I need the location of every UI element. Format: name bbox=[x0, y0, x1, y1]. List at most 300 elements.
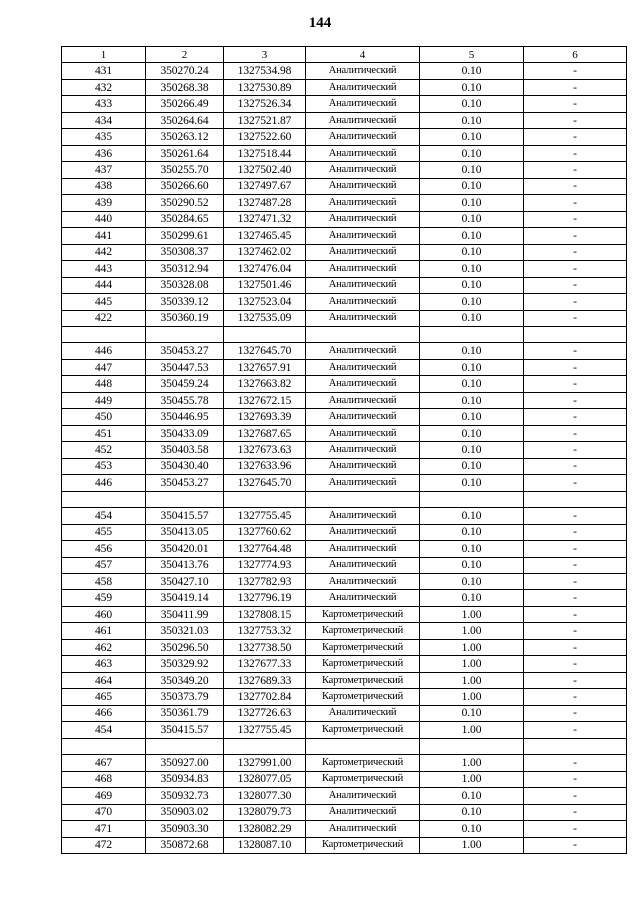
x-coordinate-cell: 350415.57 bbox=[146, 508, 224, 524]
x-coordinate-cell: 350339.12 bbox=[146, 294, 224, 310]
x-coordinate-cell: 350413.05 bbox=[146, 524, 224, 540]
note-cell: - bbox=[524, 359, 627, 375]
note-cell: - bbox=[524, 96, 627, 112]
method-cell: Аналитический bbox=[306, 112, 420, 128]
table-row bbox=[62, 392, 627, 408]
method-cell: Картометрический bbox=[306, 639, 420, 655]
table-separator-row bbox=[62, 326, 627, 342]
accuracy-cell: 0.10 bbox=[420, 508, 524, 524]
table-row bbox=[62, 590, 627, 606]
table-row bbox=[62, 574, 627, 590]
method-cell: Аналитический bbox=[306, 228, 420, 244]
table-row bbox=[62, 837, 627, 853]
accuracy-cell: 0.10 bbox=[420, 788, 524, 804]
accuracy-cell bbox=[420, 491, 524, 507]
table-row bbox=[62, 343, 627, 359]
point-number-cell: 455 bbox=[62, 524, 146, 540]
table-row bbox=[62, 359, 627, 375]
point-number-cell bbox=[62, 326, 146, 342]
method-cell: Аналитический bbox=[306, 162, 420, 178]
note-cell: - bbox=[524, 261, 627, 277]
note-cell: - bbox=[524, 458, 627, 474]
table-row bbox=[62, 606, 627, 622]
accuracy-cell: 0.10 bbox=[420, 821, 524, 837]
table-row bbox=[62, 310, 627, 326]
point-number-cell: 452 bbox=[62, 442, 146, 458]
y-coordinate-cell: 1327462.02 bbox=[224, 244, 306, 260]
accuracy-cell: 0.10 bbox=[420, 804, 524, 820]
point-number-cell: 458 bbox=[62, 574, 146, 590]
method-cell: Аналитический bbox=[306, 475, 420, 491]
table-row bbox=[62, 79, 627, 95]
note-cell: - bbox=[524, 211, 627, 227]
point-number-cell: 461 bbox=[62, 623, 146, 639]
point-number-cell: 447 bbox=[62, 359, 146, 375]
point-number-cell: 442 bbox=[62, 244, 146, 260]
x-coordinate-cell: 350255.70 bbox=[146, 162, 224, 178]
table-row bbox=[62, 623, 627, 639]
accuracy-cell: 0.10 bbox=[420, 244, 524, 260]
note-cell: - bbox=[524, 689, 627, 705]
table-row bbox=[62, 96, 627, 112]
table-row bbox=[62, 195, 627, 211]
accuracy-cell: 1.00 bbox=[420, 755, 524, 771]
accuracy-cell: 0.10 bbox=[420, 310, 524, 326]
note-cell: - bbox=[524, 162, 627, 178]
point-number-cell: 465 bbox=[62, 689, 146, 705]
method-cell bbox=[306, 491, 420, 507]
table-row bbox=[62, 211, 627, 227]
point-number-cell: 457 bbox=[62, 557, 146, 573]
y-coordinate-cell: 1327673.63 bbox=[224, 442, 306, 458]
x-coordinate-cell: 350427.10 bbox=[146, 574, 224, 590]
accuracy-cell: 0.10 bbox=[420, 475, 524, 491]
y-coordinate-cell: 1327774.93 bbox=[224, 557, 306, 573]
x-coordinate-cell: 350321.03 bbox=[146, 623, 224, 639]
accuracy-cell: 0.10 bbox=[420, 178, 524, 194]
x-coordinate-cell: 350419.14 bbox=[146, 590, 224, 606]
table-row bbox=[62, 821, 627, 837]
column-header-6: 6 bbox=[524, 47, 627, 63]
accuracy-cell: 0.10 bbox=[420, 145, 524, 161]
accuracy-cell: 1.00 bbox=[420, 623, 524, 639]
y-coordinate-cell: 1327471.32 bbox=[224, 211, 306, 227]
x-coordinate-cell: 350360.19 bbox=[146, 310, 224, 326]
note-cell: - bbox=[524, 837, 627, 853]
y-coordinate-cell: 1328082.29 bbox=[224, 821, 306, 837]
accuracy-cell: 0.10 bbox=[420, 409, 524, 425]
column-header-3: 3 bbox=[224, 47, 306, 63]
method-cell: Аналитический bbox=[306, 557, 420, 573]
x-coordinate-cell: 350872.68 bbox=[146, 837, 224, 853]
accuracy-cell: 0.10 bbox=[420, 557, 524, 573]
point-number-cell: 471 bbox=[62, 821, 146, 837]
accuracy-cell: 0.10 bbox=[420, 590, 524, 606]
y-coordinate-cell: 1327663.82 bbox=[224, 376, 306, 392]
method-cell bbox=[306, 326, 420, 342]
x-coordinate-cell: 350903.30 bbox=[146, 821, 224, 837]
table-row bbox=[62, 656, 627, 672]
y-coordinate-cell: 1327526.34 bbox=[224, 96, 306, 112]
y-coordinate-cell bbox=[224, 738, 306, 754]
table-row bbox=[62, 129, 627, 145]
y-coordinate-cell: 1328079.73 bbox=[224, 804, 306, 820]
accuracy-cell: 1.00 bbox=[420, 722, 524, 738]
accuracy-cell: 1.00 bbox=[420, 837, 524, 853]
note-cell: - bbox=[524, 541, 627, 557]
point-number-cell: 432 bbox=[62, 79, 146, 95]
table-row bbox=[62, 771, 627, 787]
accuracy-cell: 0.10 bbox=[420, 294, 524, 310]
point-number-cell: 444 bbox=[62, 277, 146, 293]
method-cell: Аналитический bbox=[306, 458, 420, 474]
point-number-cell bbox=[62, 738, 146, 754]
x-coordinate-cell: 350329.92 bbox=[146, 656, 224, 672]
method-cell: Картометрический bbox=[306, 656, 420, 672]
x-coordinate-cell: 350284.65 bbox=[146, 211, 224, 227]
note-cell: - bbox=[524, 606, 627, 622]
table-row bbox=[62, 705, 627, 721]
note-cell: - bbox=[524, 623, 627, 639]
y-coordinate-cell: 1327808.15 bbox=[224, 606, 306, 622]
method-cell: Аналитический bbox=[306, 178, 420, 194]
table-row bbox=[62, 228, 627, 244]
method-cell: Картометрический bbox=[306, 837, 420, 853]
point-number-cell bbox=[62, 491, 146, 507]
x-coordinate-cell: 350934.83 bbox=[146, 771, 224, 787]
method-cell: Аналитический bbox=[306, 804, 420, 820]
point-number-cell: 443 bbox=[62, 261, 146, 277]
table-row bbox=[62, 261, 627, 277]
x-coordinate-cell: 350403.58 bbox=[146, 442, 224, 458]
point-number-cell: 468 bbox=[62, 771, 146, 787]
y-coordinate-cell: 1327633.96 bbox=[224, 458, 306, 474]
method-cell: Аналитический bbox=[306, 409, 420, 425]
point-number-cell: 436 bbox=[62, 145, 146, 161]
point-number-cell: 470 bbox=[62, 804, 146, 820]
table-row bbox=[62, 162, 627, 178]
y-coordinate-cell: 1327657.91 bbox=[224, 359, 306, 375]
accuracy-cell: 0.10 bbox=[420, 162, 524, 178]
accuracy-cell: 0.10 bbox=[420, 376, 524, 392]
note-cell: - bbox=[524, 639, 627, 655]
accuracy-cell: 1.00 bbox=[420, 656, 524, 672]
x-coordinate-cell: 350453.27 bbox=[146, 475, 224, 491]
note-cell: - bbox=[524, 475, 627, 491]
accuracy-cell: 0.10 bbox=[420, 96, 524, 112]
point-number-cell: 464 bbox=[62, 672, 146, 688]
y-coordinate-cell: 1327760.62 bbox=[224, 524, 306, 540]
note-cell: - bbox=[524, 771, 627, 787]
y-coordinate-cell: 1327534.98 bbox=[224, 63, 306, 79]
accuracy-cell: 0.10 bbox=[420, 458, 524, 474]
y-coordinate-cell: 1327672.15 bbox=[224, 392, 306, 408]
y-coordinate-cell: 1327497.67 bbox=[224, 178, 306, 194]
point-number-cell: 435 bbox=[62, 129, 146, 145]
x-coordinate-cell: 350446.95 bbox=[146, 409, 224, 425]
x-coordinate-cell: 350328.08 bbox=[146, 277, 224, 293]
table-row bbox=[62, 442, 627, 458]
note-cell: - bbox=[524, 277, 627, 293]
table-row bbox=[62, 639, 627, 655]
table-row bbox=[62, 475, 627, 491]
method-cell: Аналитический bbox=[306, 145, 420, 161]
method-cell: Картометрический bbox=[306, 672, 420, 688]
note-cell: - bbox=[524, 656, 627, 672]
point-number-cell: 446 bbox=[62, 475, 146, 491]
method-cell: Аналитический bbox=[306, 442, 420, 458]
x-coordinate-cell: 350455.78 bbox=[146, 392, 224, 408]
method-cell: Аналитический bbox=[306, 574, 420, 590]
point-number-cell: 463 bbox=[62, 656, 146, 672]
method-cell: Аналитический bbox=[306, 310, 420, 326]
method-cell: Аналитический bbox=[306, 392, 420, 408]
note-cell: - bbox=[524, 112, 627, 128]
note-cell bbox=[524, 491, 627, 507]
accuracy-cell bbox=[420, 326, 524, 342]
point-number-cell: 460 bbox=[62, 606, 146, 622]
table-row bbox=[62, 557, 627, 573]
method-cell: Аналитический bbox=[306, 788, 420, 804]
x-coordinate-cell: 350453.27 bbox=[146, 343, 224, 359]
accuracy-cell: 0.10 bbox=[420, 392, 524, 408]
method-cell: Аналитический bbox=[306, 63, 420, 79]
y-coordinate-cell: 1327521.87 bbox=[224, 112, 306, 128]
point-number-cell: 449 bbox=[62, 392, 146, 408]
y-coordinate-cell bbox=[224, 491, 306, 507]
x-coordinate-cell: 350927.00 bbox=[146, 755, 224, 771]
method-cell: Аналитический bbox=[306, 425, 420, 441]
table-row bbox=[62, 425, 627, 441]
note-cell: - bbox=[524, 392, 627, 408]
note-cell: - bbox=[524, 425, 627, 441]
coordinates-table bbox=[61, 46, 627, 854]
point-number-cell: 467 bbox=[62, 755, 146, 771]
y-coordinate-cell: 1327645.70 bbox=[224, 475, 306, 491]
y-coordinate-cell: 1328087.10 bbox=[224, 837, 306, 853]
note-cell: - bbox=[524, 129, 627, 145]
x-coordinate-cell: 350361.79 bbox=[146, 705, 224, 721]
x-coordinate-cell: 350420.01 bbox=[146, 541, 224, 557]
table-row bbox=[62, 294, 627, 310]
method-cell: Аналитический bbox=[306, 541, 420, 557]
note-cell: - bbox=[524, 343, 627, 359]
note-cell: - bbox=[524, 508, 627, 524]
x-coordinate-cell: 350932.73 bbox=[146, 788, 224, 804]
point-number-cell: 446 bbox=[62, 343, 146, 359]
point-number-cell: 448 bbox=[62, 376, 146, 392]
y-coordinate-cell: 1327476.04 bbox=[224, 261, 306, 277]
x-coordinate-cell: 350308.37 bbox=[146, 244, 224, 260]
x-coordinate-cell: 350268.38 bbox=[146, 79, 224, 95]
point-number-cell: 453 bbox=[62, 458, 146, 474]
table-row bbox=[62, 244, 627, 260]
point-number-cell: 469 bbox=[62, 788, 146, 804]
y-coordinate-cell: 1327764.48 bbox=[224, 541, 306, 557]
y-coordinate-cell: 1327502.40 bbox=[224, 162, 306, 178]
method-cell: Аналитический bbox=[306, 277, 420, 293]
point-number-cell: 441 bbox=[62, 228, 146, 244]
point-number-cell: 434 bbox=[62, 112, 146, 128]
x-coordinate-cell: 350903.02 bbox=[146, 804, 224, 820]
y-coordinate-cell: 1327755.45 bbox=[224, 722, 306, 738]
x-coordinate-cell: 350264.64 bbox=[146, 112, 224, 128]
y-coordinate-cell: 1327726.63 bbox=[224, 705, 306, 721]
table-row bbox=[62, 458, 627, 474]
point-number-cell: 472 bbox=[62, 837, 146, 853]
note-cell: - bbox=[524, 63, 627, 79]
table-body bbox=[62, 63, 627, 854]
y-coordinate-cell: 1327782.93 bbox=[224, 574, 306, 590]
note-cell: - bbox=[524, 195, 627, 211]
accuracy-cell: 0.10 bbox=[420, 211, 524, 227]
x-coordinate-cell: 350459.24 bbox=[146, 376, 224, 392]
y-coordinate-cell: 1327753.32 bbox=[224, 623, 306, 639]
x-coordinate-cell: 350411.99 bbox=[146, 606, 224, 622]
point-number-cell: 462 bbox=[62, 639, 146, 655]
y-coordinate-cell: 1327991.00 bbox=[224, 755, 306, 771]
point-number-cell: 422 bbox=[62, 310, 146, 326]
y-coordinate-cell: 1328077.30 bbox=[224, 788, 306, 804]
x-coordinate-cell: 350447.53 bbox=[146, 359, 224, 375]
method-cell: Аналитический bbox=[306, 705, 420, 721]
accuracy-cell: 0.10 bbox=[420, 574, 524, 590]
x-coordinate-cell: 350270.24 bbox=[146, 63, 224, 79]
accuracy-cell bbox=[420, 738, 524, 754]
y-coordinate-cell: 1327687.65 bbox=[224, 425, 306, 441]
y-coordinate-cell: 1327518.44 bbox=[224, 145, 306, 161]
point-number-cell: 454 bbox=[62, 722, 146, 738]
accuracy-cell: 0.10 bbox=[420, 63, 524, 79]
y-coordinate-cell: 1327487.28 bbox=[224, 195, 306, 211]
table-header-row bbox=[62, 47, 627, 63]
x-coordinate-cell: 350373.79 bbox=[146, 689, 224, 705]
table-row bbox=[62, 672, 627, 688]
x-coordinate-cell: 350433.09 bbox=[146, 425, 224, 441]
method-cell bbox=[306, 738, 420, 754]
x-coordinate-cell: 350263.12 bbox=[146, 129, 224, 145]
method-cell: Картометрический bbox=[306, 722, 420, 738]
y-coordinate-cell: 1327738.50 bbox=[224, 639, 306, 655]
point-number-cell: 438 bbox=[62, 178, 146, 194]
table-separator-row bbox=[62, 491, 627, 507]
x-coordinate-cell: 350312.94 bbox=[146, 261, 224, 277]
accuracy-cell: 0.10 bbox=[420, 261, 524, 277]
accuracy-cell: 1.00 bbox=[420, 672, 524, 688]
table-row bbox=[62, 178, 627, 194]
table-row bbox=[62, 524, 627, 540]
method-cell: Картометрический bbox=[306, 755, 420, 771]
note-cell: - bbox=[524, 574, 627, 590]
table-row bbox=[62, 689, 627, 705]
point-number-cell: 451 bbox=[62, 425, 146, 441]
note-cell: - bbox=[524, 705, 627, 721]
method-cell: Аналитический bbox=[306, 96, 420, 112]
table-row bbox=[62, 722, 627, 738]
method-cell: Аналитический bbox=[306, 590, 420, 606]
point-number-cell: 437 bbox=[62, 162, 146, 178]
y-coordinate-cell: 1327530.89 bbox=[224, 79, 306, 95]
accuracy-cell: 0.10 bbox=[420, 524, 524, 540]
method-cell: Аналитический bbox=[306, 211, 420, 227]
point-number-cell: 450 bbox=[62, 409, 146, 425]
point-number-cell: 439 bbox=[62, 195, 146, 211]
note-cell: - bbox=[524, 294, 627, 310]
y-coordinate-cell: 1327645.70 bbox=[224, 343, 306, 359]
y-coordinate-cell: 1327702.84 bbox=[224, 689, 306, 705]
accuracy-cell: 0.10 bbox=[420, 195, 524, 211]
table-separator-row bbox=[62, 738, 627, 754]
note-cell: - bbox=[524, 442, 627, 458]
note-cell: - bbox=[524, 755, 627, 771]
accuracy-cell: 0.10 bbox=[420, 277, 524, 293]
table-row bbox=[62, 145, 627, 161]
x-coordinate-cell: 350413.76 bbox=[146, 557, 224, 573]
x-coordinate-cell: 350299.61 bbox=[146, 228, 224, 244]
y-coordinate-cell: 1327677.33 bbox=[224, 656, 306, 672]
accuracy-cell: 1.00 bbox=[420, 639, 524, 655]
point-number-cell: 459 bbox=[62, 590, 146, 606]
y-coordinate-cell: 1327522.60 bbox=[224, 129, 306, 145]
table-row bbox=[62, 788, 627, 804]
x-coordinate-cell: 350296.50 bbox=[146, 639, 224, 655]
table-row bbox=[62, 376, 627, 392]
method-cell: Аналитический bbox=[306, 508, 420, 524]
accuracy-cell: 0.10 bbox=[420, 359, 524, 375]
y-coordinate-cell: 1327755.45 bbox=[224, 508, 306, 524]
method-cell: Аналитический bbox=[306, 79, 420, 95]
accuracy-cell: 0.10 bbox=[420, 425, 524, 441]
method-cell: Аналитический bbox=[306, 359, 420, 375]
accuracy-cell: 1.00 bbox=[420, 689, 524, 705]
table-row bbox=[62, 541, 627, 557]
x-coordinate-cell: 350290.52 bbox=[146, 195, 224, 211]
accuracy-cell: 0.10 bbox=[420, 228, 524, 244]
x-coordinate-cell: 350266.49 bbox=[146, 96, 224, 112]
method-cell: Картометрический bbox=[306, 606, 420, 622]
y-coordinate-cell: 1327693.39 bbox=[224, 409, 306, 425]
x-coordinate-cell: 350261.64 bbox=[146, 145, 224, 161]
table-row bbox=[62, 63, 627, 79]
column-header-5: 5 bbox=[420, 47, 524, 63]
y-coordinate-cell: 1327535.09 bbox=[224, 310, 306, 326]
y-coordinate-cell: 1327523.04 bbox=[224, 294, 306, 310]
y-coordinate-cell: 1327689.33 bbox=[224, 672, 306, 688]
note-cell: - bbox=[524, 524, 627, 540]
table-row bbox=[62, 409, 627, 425]
accuracy-cell: 1.00 bbox=[420, 606, 524, 622]
x-coordinate-cell bbox=[146, 738, 224, 754]
page-number: 144 bbox=[308, 15, 332, 31]
table-row bbox=[62, 804, 627, 820]
method-cell: Аналитический bbox=[306, 195, 420, 211]
y-coordinate-cell: 1327796.19 bbox=[224, 590, 306, 606]
method-cell: Аналитический bbox=[306, 524, 420, 540]
note-cell: - bbox=[524, 557, 627, 573]
method-cell: Картометрический bbox=[306, 771, 420, 787]
table-row bbox=[62, 277, 627, 293]
x-coordinate-cell bbox=[146, 491, 224, 507]
column-header-4: 4 bbox=[306, 47, 420, 63]
y-coordinate-cell bbox=[224, 326, 306, 342]
note-cell: - bbox=[524, 409, 627, 425]
method-cell: Картометрический bbox=[306, 689, 420, 705]
y-coordinate-cell: 1327465.45 bbox=[224, 228, 306, 244]
x-coordinate-cell: 350415.57 bbox=[146, 722, 224, 738]
method-cell: Аналитический bbox=[306, 376, 420, 392]
method-cell: Аналитический bbox=[306, 294, 420, 310]
note-cell: - bbox=[524, 178, 627, 194]
